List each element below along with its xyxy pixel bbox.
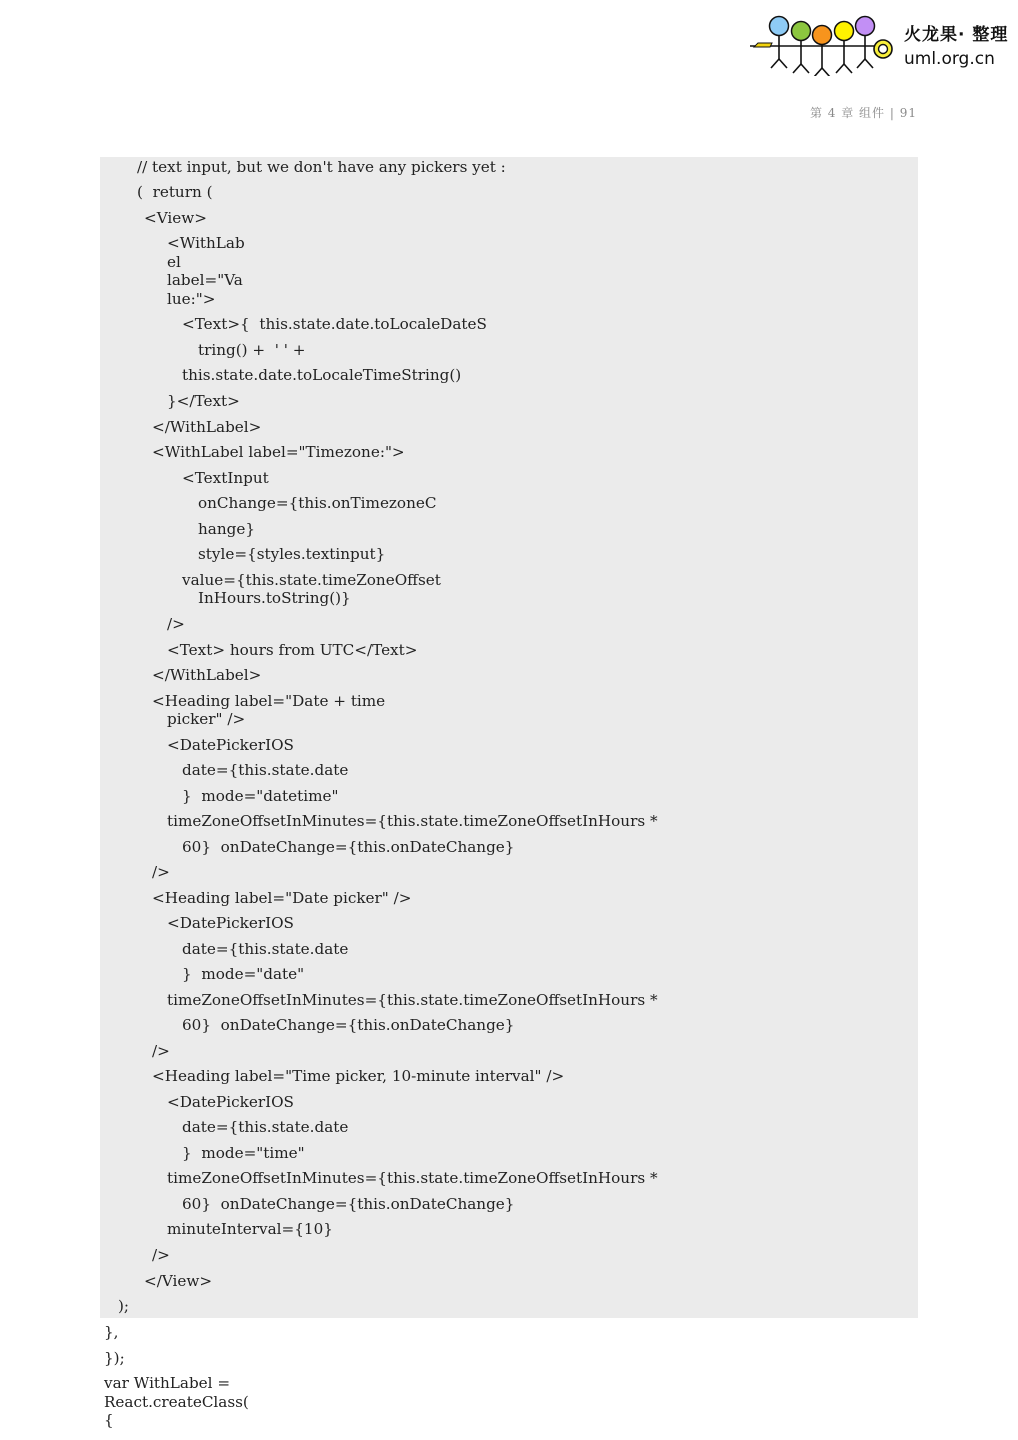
code-line: hange}	[198, 520, 255, 538]
code-line: />	[167, 615, 185, 633]
code-line: </View>	[144, 1272, 213, 1290]
code-line: {	[104, 1411, 114, 1429]
code-line: timeZoneOffsetInMinutes={this.state.timeZoneOffsetInHours *	[167, 812, 658, 830]
code-line: date={this.state.date	[182, 1118, 349, 1136]
code-line: el	[167, 253, 181, 271]
code-line: <Text> hours from UTC</Text>	[167, 641, 418, 659]
code-line: <Text>{ this.state.date.toLocaleDateS	[182, 315, 487, 333]
code-line: 60} onDateChange={this.onDateChange}	[182, 1195, 515, 1213]
code-line: date={this.state.date	[182, 940, 349, 958]
code-line: 60} onDateChange={this.onDateChange}	[182, 1016, 515, 1034]
logo	[748, 10, 1013, 76]
code-line: minuteInterval={10}	[167, 1220, 333, 1238]
code-line: } mode="date"	[182, 965, 305, 983]
code-line: <WithLab	[167, 234, 245, 252]
page-header: 第 4 章 组件 | 91	[809, 106, 917, 120]
code-line: label="Va	[167, 271, 243, 289]
code-line: } mode="datetime"	[182, 787, 339, 805]
code-line: <Heading label="Time picker, 10-minute interval" />	[152, 1067, 565, 1085]
code-line: React.createClass(	[104, 1393, 249, 1411]
code-line: ( return (	[137, 183, 213, 201]
code-line: onChange={this.onTimezoneC	[198, 494, 437, 512]
code-line: // text input, but we don't have any pickers yet :	[137, 158, 506, 176]
code-line: <View>	[144, 209, 207, 227]
code-line: <TextInput	[182, 469, 269, 487]
code-line: );	[118, 1297, 130, 1315]
code-line: timeZoneOffsetInMinutes={this.state.timeZoneOffsetInHours *	[167, 991, 658, 1009]
code-line: <DatePickerIOS	[167, 914, 294, 932]
stick-figures-logo-icon	[748, 10, 898, 76]
code-line: </WithLabel>	[152, 418, 262, 436]
code-line: <WithLabel label="Timezone:">	[152, 443, 405, 461]
code-line: }</Text>	[167, 392, 240, 410]
code-line: />	[152, 863, 170, 881]
code-line: style={styles.textinput}	[198, 545, 386, 563]
code-line: var WithLabel =	[104, 1374, 231, 1392]
code-line: <Heading label="Date picker" />	[152, 889, 412, 907]
code-line: picker" />	[167, 710, 246, 728]
code-line: date={this.state.date	[182, 761, 349, 779]
code-line: tring() + ' ' +	[198, 341, 306, 359]
code-line: InHours.toString()}	[198, 589, 351, 607]
code-line: this.state.date.toLocaleTimeString()	[182, 366, 462, 384]
code-line: },	[104, 1323, 119, 1341]
logo-url: uml.org.cn	[904, 49, 995, 69]
code-line: } mode="time"	[182, 1144, 305, 1162]
code-line: <DatePickerIOS	[167, 736, 294, 754]
code-line: <Heading label="Date + time	[152, 692, 386, 710]
code-line: <DatePickerIOS	[167, 1093, 294, 1111]
logo-name: 火龙果· 整理	[904, 25, 1009, 45]
code-line: </WithLabel>	[152, 666, 262, 684]
code-line: lue:">	[167, 290, 216, 308]
logo-text	[904, 20, 1008, 69]
code-line: 60} onDateChange={this.onDateChange}	[182, 838, 515, 856]
code-line: });	[104, 1349, 125, 1367]
code-line: />	[152, 1042, 170, 1060]
code-line: />	[152, 1246, 170, 1264]
code-line: value={this.state.timeZoneOffset	[182, 571, 441, 589]
code-line: timeZoneOffsetInMinutes={this.state.timeZoneOffsetInHours *	[167, 1169, 658, 1187]
